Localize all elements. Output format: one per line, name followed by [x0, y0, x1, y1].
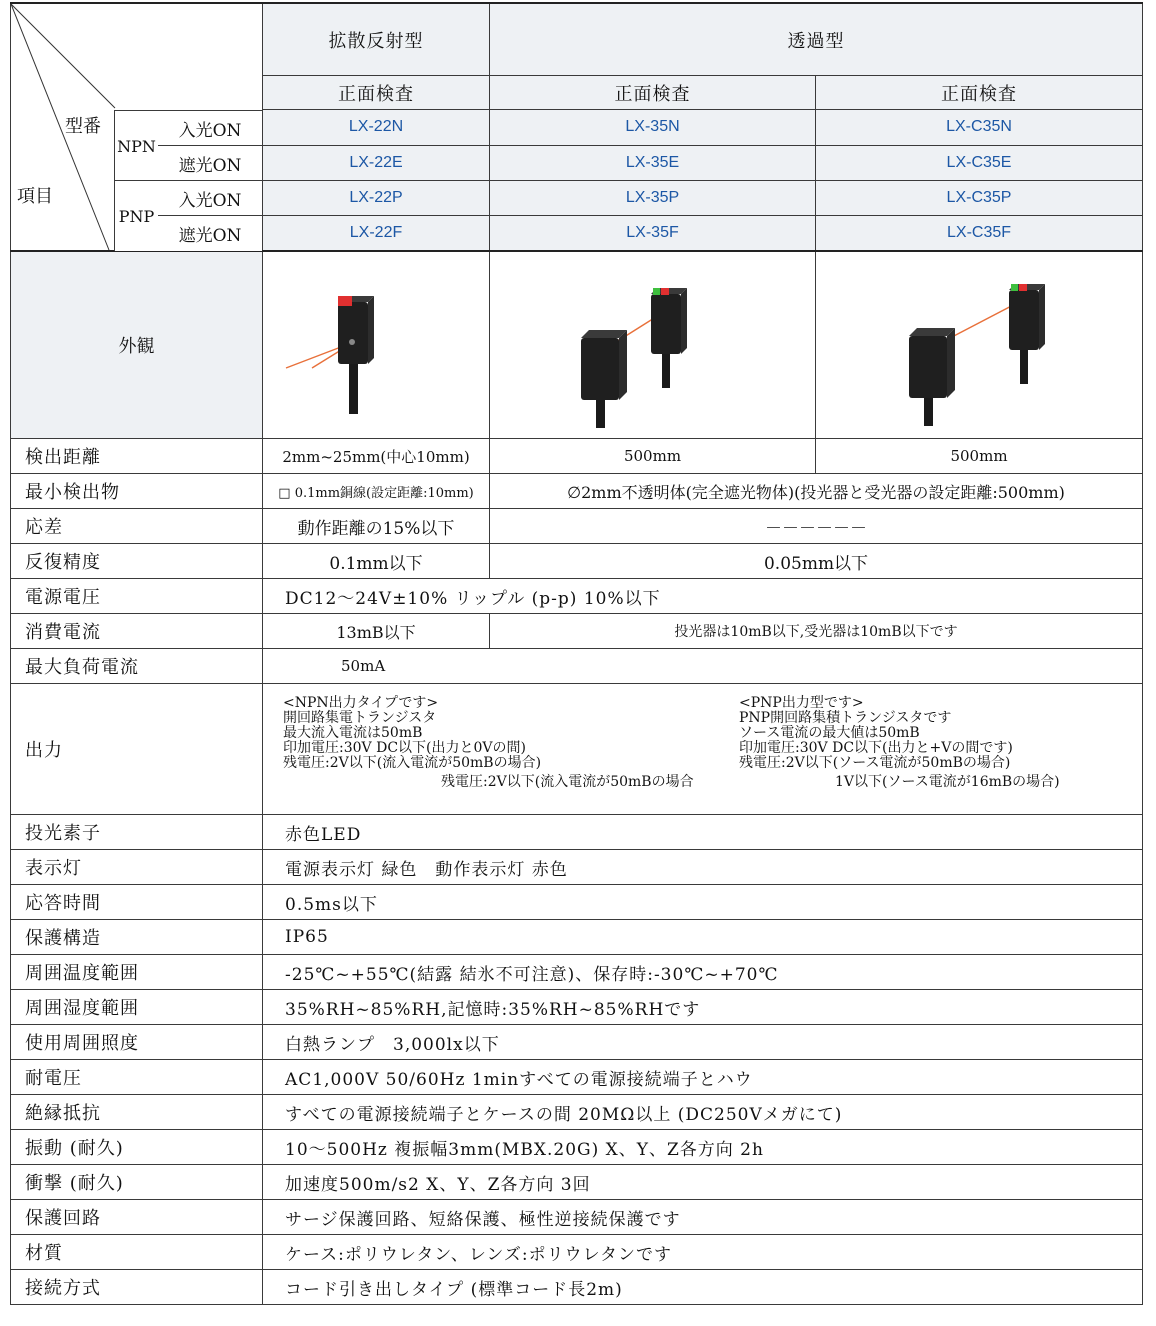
emitter-value: 赤色LED	[263, 815, 1143, 850]
insulation-value: すべての電源接続端子とケースの間 20MΩ以上 (DC250Vメガにて)	[263, 1095, 1143, 1130]
npn-dark-on-label: 遮光ON	[178, 156, 242, 176]
output-npn-tail: 残電圧:2V以下(流入電流が50mBの場合	[441, 774, 694, 790]
indicator-value: 電源表示灯 緑色 動作表示灯 赤色	[263, 850, 1143, 885]
output-npn-text: <NPN出力タイプです> 開回路集電トランジスタ 最大流入電流は50mB 印加電圧:30V DC以下(出力と0Vの間) 残電圧:2V以下(流入電流が50mBの場合)	[283, 695, 542, 771]
corner-item-label: 項目	[17, 186, 53, 207]
vibration-value: 10～500Hz 複振幅3mm(MBX.20G) X、Y、Z各方向 2h	[263, 1130, 1143, 1165]
npn-light-on-label: 入光ON	[178, 121, 242, 141]
current-c2: 投光器は10mB以下,受光器は10mB以下です	[490, 614, 1143, 649]
model-c2-npn-on: LX-35N	[490, 110, 816, 145]
row-label-humidity: 周囲湿度範囲	[11, 990, 263, 1025]
illuminance-value: 白熱ランプ 3,000lx以下	[263, 1025, 1143, 1060]
row-label-appearance: 外観	[11, 251, 263, 439]
row-label-vibration: 振動 (耐久)	[11, 1130, 263, 1165]
protection-value: IP65	[263, 920, 1143, 955]
row-label-response: 応答時間	[11, 885, 263, 920]
row-label-output: 出力	[11, 684, 263, 815]
max-load-value: 50mA	[263, 649, 1143, 684]
row-label-hysteresis: 応差	[11, 509, 263, 544]
repeat-c1: 0.1mm以下	[263, 544, 490, 579]
product-image-diffuse	[263, 251, 490, 439]
sensor-thru-icon	[543, 260, 763, 430]
model-c2-pnp-on: LX-35P	[490, 180, 816, 215]
withstand-value: AC1,000V 50/60Hz 1minすべての電源接続端子とハウ	[263, 1060, 1143, 1095]
npn-cell	[114, 110, 159, 181]
hysteresis-c2: －－－－－－	[490, 509, 1143, 544]
model-c3-npn-off: LX-C35E	[816, 145, 1143, 180]
model-c2-pnp-off: LX-35F	[490, 216, 816, 251]
model-c2-npn-off: LX-35E	[490, 145, 816, 180]
sensor-thru-c-icon	[869, 260, 1089, 430]
row-label-repeat: 反復精度	[11, 544, 263, 579]
row-label-withstand: 耐電圧	[11, 1060, 263, 1095]
pnp-dark-on-label: 遮光ON	[178, 226, 242, 246]
npn-off-cell	[158, 145, 262, 181]
row-label-min-object: 最小検出物	[11, 474, 263, 509]
distance-c3: 500mm	[816, 439, 1143, 474]
repeat-c2: 0.05mm以下	[490, 544, 1143, 579]
model-c1-pnp-off: LX-22F	[263, 216, 490, 251]
col-header-diffuse: 拡散反射型	[263, 3, 490, 76]
row-label-insulation: 絶縁抵抗	[11, 1095, 263, 1130]
col-header-thru: 透過型	[490, 3, 1143, 76]
pnp-cell	[114, 180, 159, 251]
connection-value: コード引き出しタイプ (標準コード長2m)	[263, 1270, 1143, 1305]
corner-model-label: 型番	[65, 116, 101, 137]
model-c1-npn-on: LX-22N	[263, 110, 490, 145]
circuit-value: サージ保護回路、短絡保護、極性逆接続保護です	[263, 1200, 1143, 1235]
pnp-off-cell	[158, 215, 262, 251]
material-value: ケース:ポリウレタン、レンズ:ポリウレタンです	[263, 1235, 1143, 1270]
output-cell	[263, 684, 1143, 815]
spec-table-wrapper	[10, 2, 1142, 1305]
min-object-c1: □ 0.1mm銅線(設定距離:10mm)	[263, 474, 490, 509]
row-label-voltage: 電源電圧	[11, 579, 263, 614]
npn-label: NPN	[117, 136, 156, 156]
row-label-shock: 衝撃 (耐久)	[11, 1165, 263, 1200]
distance-c1: 2mm~25mm(中心10mm)	[263, 439, 490, 474]
product-image-thru-c	[816, 251, 1143, 439]
hysteresis-c1: 動作距離の15%以下	[263, 509, 490, 544]
row-label-temperature: 周囲温度範囲	[11, 955, 263, 990]
row-label-protection: 保護構造	[11, 920, 263, 955]
model-c1-pnp-on: LX-22P	[263, 180, 490, 215]
npn-on-cell	[158, 110, 262, 146]
model-c3-pnp-off: LX-C35F	[816, 216, 1143, 251]
current-c1: 13mB以下	[263, 614, 490, 649]
voltage-value: DC12～24V±10% リップル (p-p) 10%以下	[263, 579, 1143, 614]
distance-c2: 500mm	[490, 439, 816, 474]
row-label-indicator: 表示灯	[11, 850, 263, 885]
response-value: 0.5ms以下	[263, 885, 1143, 920]
row-label-distance: 検出距離	[11, 439, 263, 474]
row-label-connection: 接続方式	[11, 1270, 263, 1305]
shock-value: 加速度500m/s2 X、Y、Z各方向 3回	[263, 1165, 1143, 1200]
row-label-illuminance: 使用周囲照度	[11, 1025, 263, 1060]
sub-header-front-3: 正面検査	[816, 76, 1143, 110]
pnp-on-cell	[158, 180, 262, 216]
temperature-value: -25℃~+55℃(結露 結氷不可注意)、保存時:-30℃~+70℃	[263, 955, 1143, 990]
sub-header-front-1: 正面検査	[263, 76, 490, 110]
pnp-label: PNP	[118, 206, 155, 226]
row-label-material: 材質	[11, 1235, 263, 1270]
humidity-value: 35%RH~85%RH,記憶時:35%RH~85%RHです	[263, 990, 1143, 1025]
min-object-c2: ∅2mm不透明体(完全遮光物体)(投光器と受光器の設定距離:500mm)	[490, 474, 1143, 509]
model-c3-npn-on: LX-C35N	[816, 110, 1143, 145]
sub-header-front-2: 正面検査	[490, 76, 816, 110]
model-type-grid	[114, 110, 262, 250]
row-label-circuit: 保護回路	[11, 1200, 263, 1235]
model-c1-npn-off: LX-22E	[263, 145, 490, 180]
row-label-max-load: 最大負荷電流	[11, 649, 263, 684]
row-label-emitter: 投光素子	[11, 815, 263, 850]
row-label-current: 消費電流	[11, 614, 263, 649]
product-image-thru	[490, 251, 816, 439]
sensor-diffuse-icon	[276, 260, 476, 430]
pnp-light-on-label: 入光ON	[178, 191, 242, 211]
model-c3-pnp-on: LX-C35P	[816, 180, 1143, 215]
output-pnp-tail: 1V以下(ソース電流が16mBの場合)	[835, 774, 1060, 790]
output-pnp-text: <PNP出力型です> PNP開回路集積トランジスタです ソース電流の最大値は50mB 印加電圧:30V DC以下(出力と+Vの間です) 残電圧:2V以下(ソース電流が50mBの場合)	[739, 695, 1013, 771]
